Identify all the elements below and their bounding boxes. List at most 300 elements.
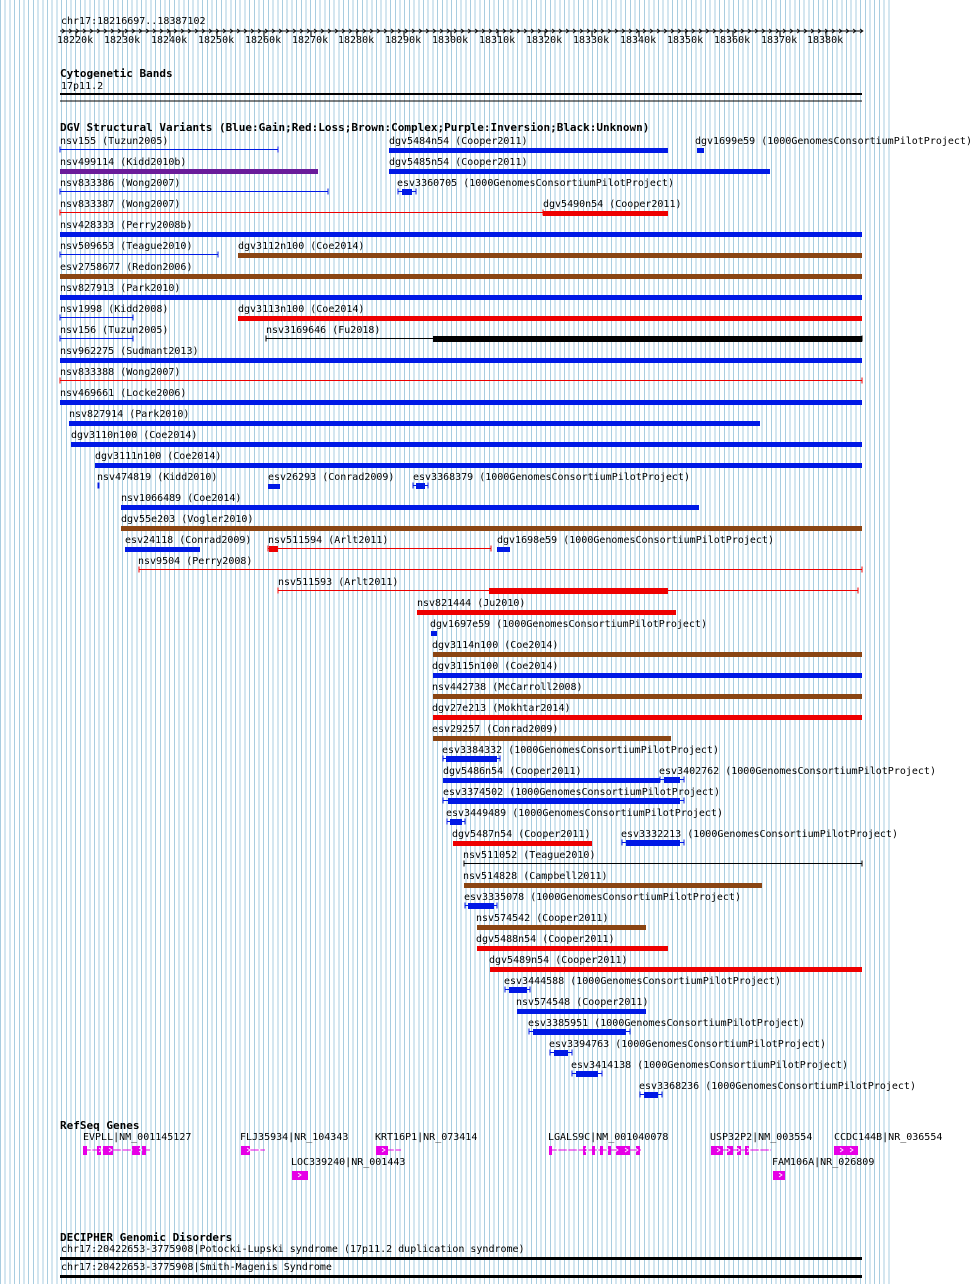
sv-id: nsv3169646 (266, 325, 327, 336)
sv-id: dgv3113n100 (238, 304, 305, 315)
ruler-arrow (286, 29, 289, 33)
ruler-arrow (69, 29, 72, 33)
ruler-arrow (804, 29, 807, 33)
sv-id: nsv574542 (476, 913, 531, 924)
sv-core-esv3394763 (554, 1050, 568, 1056)
ruler-arrow (363, 29, 366, 33)
gene-exon (83, 1146, 87, 1155)
sv-bar-nsv827914 (69, 421, 760, 426)
sv-label (463, 871, 608, 882)
gene-strand-arrow (392, 1148, 395, 1152)
gene-strand-arrow (298, 1173, 301, 1177)
sv-id: dgv5487n54 (452, 829, 513, 840)
ruler-arrow (433, 29, 436, 33)
ruler-arrow (202, 29, 205, 33)
sv-source: (1000GenomesConsortiumPilotProject) (725, 766, 936, 777)
sv-id: nsv442738 (432, 682, 487, 693)
sv-id: nsv833387 (60, 199, 115, 210)
sv-id: nsv821444 (417, 598, 472, 609)
gene-exon (592, 1146, 595, 1155)
sv-label (238, 241, 364, 252)
ruler-arrow (426, 29, 429, 33)
sv-source: (Cooper2011) (576, 997, 649, 1008)
sv-core-esv3449489 (450, 819, 462, 825)
sv-id: nsv499114 (60, 157, 115, 168)
sv-label (60, 304, 168, 315)
sv-label (60, 157, 186, 168)
gene-strand-arrow (109, 1148, 112, 1152)
gene-strand-arrow (615, 1148, 618, 1152)
ruler-arrow (461, 29, 464, 33)
sv-source: (1000GenomesConsortiumPilotProject) (496, 619, 707, 630)
sv-bar-esv24118 (125, 547, 200, 552)
sv-label (60, 262, 192, 273)
sv-label (464, 892, 741, 903)
ruler-arrow (272, 29, 275, 33)
sv-id: esv3444588 (504, 976, 565, 987)
gene-label: KRT16P1|NR_073414 (375, 1132, 478, 1143)
ruler-arrow (699, 29, 702, 33)
sv-core-esv3385951 (533, 1029, 626, 1035)
ruler-arrow (608, 29, 611, 33)
sv-id: nsv1998 (60, 304, 103, 315)
sv-core-esv3360705 (402, 189, 412, 195)
sv-id: nsv474819 (97, 472, 152, 483)
sv-label (463, 850, 595, 861)
sv-bar-nsv962275 (60, 358, 862, 363)
ruler-arrow (629, 29, 632, 33)
gene-strand-arrow (717, 1148, 720, 1152)
sv-id: dgv5486n54 (443, 766, 504, 777)
gene-strand-arrow (565, 1148, 568, 1152)
sv-id: dgv55e203 (121, 514, 176, 525)
sv-source: (Park2010) (129, 409, 190, 420)
ruler-arrow (349, 29, 352, 33)
ruler-arrow (748, 29, 751, 33)
ruler-arrow (811, 29, 814, 33)
ruler-arrow (153, 29, 156, 33)
ruler-arrow (755, 29, 758, 33)
sv-source: (McCarroll2008) (492, 682, 583, 693)
sv-source: (Cooper2011) (518, 829, 591, 840)
ruler-arrow (111, 29, 114, 33)
sv-id: dgv1699e59 (695, 136, 756, 147)
gene-strand-arrow (119, 1148, 122, 1152)
sv-source: (Coe2014) (504, 640, 559, 651)
sv-label (121, 514, 253, 525)
disorder-label: chr17:20422653-3775908|Smith-Magenis Syndrome (61, 1262, 332, 1273)
sv-bar-esv26293 (268, 484, 280, 489)
sv-id: esv2758677 (60, 262, 121, 273)
sv-bar-dgv1698e59 (497, 547, 510, 552)
sv-source: (Wong2007) (120, 367, 181, 378)
sv-core-esv3368379 (416, 483, 425, 489)
ruler-tick-label: 18320k (526, 35, 563, 46)
ruler-arrow (342, 29, 345, 33)
ruler-arrow (391, 29, 394, 33)
ruler-arrow (685, 29, 688, 33)
ruler-arrow (146, 29, 149, 33)
sv-source: (Tuzun2005) (102, 325, 169, 336)
sv-source: (Teague2010) (120, 241, 193, 252)
ruler-arrow (706, 29, 709, 33)
sv-label (60, 283, 180, 294)
sv-label (571, 1060, 848, 1071)
ruler-arrow (720, 29, 723, 33)
gene-exon (103, 1146, 113, 1155)
gene-strand-arrow (382, 1148, 385, 1152)
sv-label (60, 220, 192, 231)
sv-bar-nsv499114 (60, 169, 318, 174)
ruler-arrow (398, 29, 401, 33)
gene-exon (711, 1146, 723, 1155)
sv-id: nsv827914 (69, 409, 124, 420)
sv-id: nsv155 (60, 136, 97, 147)
ruler-arrow (167, 29, 170, 33)
sv-core-esv3332213 (626, 840, 680, 846)
sv-source: (Cooper2011) (536, 913, 609, 924)
ruler-arrow (188, 29, 191, 33)
sv-source: (Mokhtar2014) (492, 703, 571, 714)
sv-source: (Park2010) (120, 283, 181, 294)
ruler-arrow (160, 29, 163, 33)
ruler-tick-label: 18310k (479, 35, 516, 46)
ruler-arrow (832, 29, 835, 33)
gene-exon (737, 1146, 741, 1155)
ruler-arrow (545, 29, 548, 33)
gene-strand-arrow (585, 1148, 588, 1152)
gene-strand-arrow (767, 1148, 770, 1152)
gene-label: FLJ35934|NR_104343 (240, 1132, 349, 1143)
sv-bar-nsv442738 (433, 694, 862, 699)
sv-bar-dgv5485n54 (389, 169, 770, 174)
sv-id: dgv5490n54 (543, 199, 604, 210)
sv-id: nsv156 (60, 325, 97, 336)
sv-source: (Vogler2010) (181, 514, 254, 525)
ruler-arrow (83, 29, 86, 33)
ruler-arrow (566, 29, 569, 33)
sv-bar-nsv574548 (517, 1009, 646, 1014)
sv-label (60, 346, 199, 357)
sv-core-esv3402762 (664, 777, 680, 783)
sv-id: esv29257 (432, 724, 481, 735)
decipher-track-title: DECIPHER Genomic Disorders (60, 1231, 233, 1244)
sv-id: nsv511594 (268, 535, 323, 546)
sv-source: (Coe2014) (310, 241, 365, 252)
gene-strand-arrow (555, 1148, 558, 1152)
sv-label (138, 556, 252, 567)
sv-source: (1000GenomesConsortiumPilotProject) (687, 829, 898, 840)
gene-strand-arrow (595, 1148, 598, 1152)
sv-core-nsv511593 (489, 588, 668, 594)
ruler-arrow (181, 29, 184, 33)
sv-label (489, 955, 628, 966)
ruler-arrow (552, 29, 555, 33)
sv-source: (1000GenomesConsortiumPilotProject) (594, 1018, 805, 1029)
ruler-arrow (559, 29, 562, 33)
sv-bar-dgv3115n100 (433, 673, 862, 678)
ruler-tick-label: 18270k (292, 35, 329, 46)
gene-strand-arrow (635, 1148, 638, 1152)
sv-source: (Wong2007) (120, 178, 181, 189)
sv-id: esv3368379 (413, 472, 474, 483)
ruler-arrow (489, 29, 492, 33)
sv-core-nsv511594 (269, 546, 278, 552)
sv-core-esv3335078 (468, 903, 494, 909)
sv-bar-nsv1066489 (121, 505, 699, 510)
sv-source: (Conrad2009) (322, 472, 395, 483)
gene-exon (583, 1146, 586, 1155)
gene-exon (636, 1146, 640, 1155)
ruler-arrow (517, 29, 520, 33)
ruler-arrow (223, 29, 226, 33)
ruler-tick-label: 18240k (151, 35, 188, 46)
sv-id: nsv9504 (138, 556, 181, 567)
sv-core-esv3414138 (576, 1071, 598, 1077)
sv-source: (Coe2014) (504, 661, 559, 672)
sv-label (497, 535, 774, 546)
sv-label (639, 1081, 916, 1092)
sv-source: (1000GenomesConsortiumPilotProject) (637, 1060, 848, 1071)
sv-core-esv3384332 (446, 756, 497, 762)
sv-bar-dgv5488n54 (477, 946, 668, 951)
sv-label (443, 787, 720, 798)
sv-bar-dgv5490n54 (543, 211, 668, 216)
disorder-label: chr17:20422653-3775908|Potocki-Lupski syndrome (17p11.2 duplication syndrome) (61, 1244, 525, 1255)
sv-label (621, 829, 898, 840)
sv-label (432, 661, 558, 672)
sv-label (432, 703, 571, 714)
gene-label: FAM106A|NR_026809 (772, 1157, 875, 1168)
ruler-arrow (370, 29, 373, 33)
sv-id: dgv5485n54 (389, 157, 450, 168)
ruler-arrow (118, 29, 121, 33)
sv-source: (Kidd2010) (157, 472, 218, 483)
sv-source: (1000GenomesConsortiumPilotProject) (512, 808, 723, 819)
sv-id: nsv469661 (60, 388, 115, 399)
ruler-tick-label: 18220k (57, 35, 94, 46)
cytoband-band-17p11.2 (60, 93, 862, 95)
sv-label (659, 766, 936, 777)
gene-strand-arrow (757, 1148, 760, 1152)
ruler-arrow (734, 29, 737, 33)
sv-id: esv3335078 (464, 892, 525, 903)
ruler-tick-label: 18280k (338, 35, 375, 46)
ruler-arrow (76, 29, 79, 33)
ruler-arrow (447, 29, 450, 33)
sv-label (121, 493, 241, 504)
gene-strand-arrow (747, 1148, 750, 1152)
sv-label (60, 241, 192, 252)
ruler-arrow (839, 29, 842, 33)
sv-id: dgv3110n100 (71, 430, 138, 441)
gene-exon (142, 1146, 146, 1155)
gene-label: LGALS9C|NM_001040078 (548, 1132, 669, 1143)
gene-exon (241, 1146, 250, 1155)
sv-source: (Conrad2009) (179, 535, 252, 546)
sv-label (432, 640, 558, 651)
sv-bar-dgv3112n100 (238, 253, 862, 258)
sv-label (389, 157, 528, 168)
ruler-tick-label: 18330k (573, 35, 610, 46)
ruler-arrow (419, 29, 422, 33)
ruler-arrow (825, 29, 828, 33)
gene-strand-arrow (727, 1148, 730, 1152)
sv-source: (Cooper2011) (455, 136, 528, 147)
disorder-bar (60, 1257, 862, 1260)
ruler-arrow (538, 29, 541, 33)
sv-bar-nsv514828 (464, 883, 762, 888)
sv-label (60, 325, 168, 336)
sv-label (528, 1018, 805, 1029)
ruler-arrow (335, 29, 338, 33)
sv-id: nsv827913 (60, 283, 115, 294)
sv-id: esv3394763 (549, 1039, 610, 1050)
sv-source: (Coe2014) (143, 430, 198, 441)
sv-label (549, 1039, 826, 1050)
ruler-arrow (741, 29, 744, 33)
ruler-arrow (622, 29, 625, 33)
sv-bar-nsv469661 (60, 400, 862, 405)
ruler-tick-label: 18300k (432, 35, 469, 46)
sv-id: esv3385951 (528, 1018, 589, 1029)
ruler-arrow (209, 29, 212, 33)
sv-bar-dgv5489n54 (490, 967, 862, 972)
ruler-arrow (405, 29, 408, 33)
gene-exon (608, 1146, 611, 1155)
sv-source: (Cooper2011) (609, 199, 682, 210)
ruler-tick-label: 18380k (807, 35, 844, 46)
gene-strand-arrow (247, 1148, 250, 1152)
sv-id: nsv428333 (60, 220, 115, 231)
ruler-arrow (636, 29, 639, 33)
sv-label (397, 178, 674, 189)
gene-exon (616, 1146, 630, 1155)
sv-label (60, 136, 168, 147)
ruler-arrow (580, 29, 583, 33)
gene-strand-arrow (840, 1148, 843, 1152)
ruler-arrow (314, 29, 317, 33)
sv-core-esv3374502 (448, 798, 680, 804)
sv-bar-dgv3111n100 (95, 463, 862, 468)
sv-id: nsv833386 (60, 178, 115, 189)
gene-strand-arrow (257, 1148, 260, 1152)
gene-strand-arrow (779, 1173, 782, 1177)
sv-id: dgv3115n100 (432, 661, 499, 672)
sv-label (60, 199, 180, 210)
ruler-arrow (139, 29, 142, 33)
ruler-arrow (783, 29, 786, 33)
sv-id: esv3414138 (571, 1060, 632, 1071)
sv-source: (Wong2007) (120, 199, 181, 210)
sv-label (695, 136, 972, 147)
ruler-arrow (482, 29, 485, 33)
ruler-arrow (230, 29, 233, 33)
ruler-arrow (125, 29, 128, 33)
sv-id: dgv3114n100 (432, 640, 499, 651)
gene-exon (834, 1146, 858, 1155)
ruler-tick-label: 18230k (104, 35, 141, 46)
sv-id: esv3374502 (443, 787, 504, 798)
ruler-arrow (258, 29, 261, 33)
sv-label (268, 535, 388, 546)
gene-label: USP32P2|NM_003554 (710, 1132, 813, 1143)
gene-strand-arrow (625, 1148, 628, 1152)
refseq-track-title: RefSeq Genes (60, 1119, 140, 1132)
sv-source: (Cooper2011) (555, 955, 628, 966)
gene-strand-arrow (737, 1148, 740, 1152)
sv-id: dgv1697e59 (430, 619, 491, 630)
sv-id: dgv3111n100 (95, 451, 162, 462)
dgv-track-title: DGV Structural Variants (Blue:Gain;Red:Loss;Brown:Complex;Purple:Inversion;Black:Unknown) (60, 121, 650, 134)
sv-id: esv3384332 (442, 745, 503, 756)
ruler-arrow (664, 29, 667, 33)
sv-source: (1000GenomesConsortiumPilotProject) (615, 1039, 826, 1050)
sv-source: (Perry2008b) (120, 220, 193, 231)
disorder-bar (60, 1275, 862, 1278)
sv-core-esv3444588 (509, 987, 527, 993)
ruler-arrow (195, 29, 198, 33)
ruler-arrow (356, 29, 359, 33)
ruler-tick-label: 18260k (245, 35, 282, 46)
ruler-arrow (524, 29, 527, 33)
ruler-arrow (846, 29, 849, 33)
sv-source: (1000GenomesConsortiumPilotProject) (508, 745, 719, 756)
gene-strand-arrow (850, 1148, 853, 1152)
ruler-arrow (237, 29, 240, 33)
sv-bar-nsv428333 (60, 232, 862, 237)
sv-source: (Perry2008) (186, 556, 253, 567)
sv-label (443, 766, 582, 777)
sv-label (432, 682, 583, 693)
sv-bar-dgv1697e59 (431, 631, 437, 636)
ruler-arrow (97, 29, 100, 33)
gene-strand-arrow (575, 1148, 578, 1152)
sv-core-esv3368236 (644, 1092, 658, 1098)
sv-source: (Cooper2011) (509, 766, 582, 777)
ruler-arrow (713, 29, 716, 33)
gene-strand-arrow (89, 1148, 92, 1152)
sv-label (60, 367, 180, 378)
sv-label (389, 136, 528, 147)
sv-source: (Locke2006) (120, 388, 187, 399)
ruler-arrow (727, 29, 730, 33)
sv-label (60, 388, 186, 399)
gene-strand-arrow (139, 1148, 142, 1152)
ruler-arrow (573, 29, 576, 33)
cytoband-track-title: Cytogenetic Bands (60, 67, 173, 80)
sv-source: (Fu2018) (332, 325, 381, 336)
ruler-arrow (853, 29, 856, 33)
sv-source: (Arlt2011) (338, 577, 399, 588)
ruler-arrow (601, 29, 604, 33)
sv-source: (1000GenomesConsortiumPilotProject) (479, 472, 690, 483)
sv-label (97, 472, 217, 483)
sv-source: (1000GenomesConsortiumPilotProject) (463, 178, 674, 189)
sv-label (446, 808, 723, 819)
sv-source: (Teague2010) (523, 850, 596, 861)
ruler-tick-label: 18360k (714, 35, 751, 46)
sv-source: (Coe2014) (187, 493, 242, 504)
sv-id: esv26293 (268, 472, 317, 483)
sv-source: (Coe2014) (167, 451, 222, 462)
ruler-arrow (412, 29, 415, 33)
cytoband-label: 17p11.2 (61, 81, 104, 92)
ruler-tick-label: 18370k (761, 35, 798, 46)
sv-label (238, 304, 364, 315)
gene-exon (292, 1171, 308, 1180)
ruler-arrow (265, 29, 268, 33)
